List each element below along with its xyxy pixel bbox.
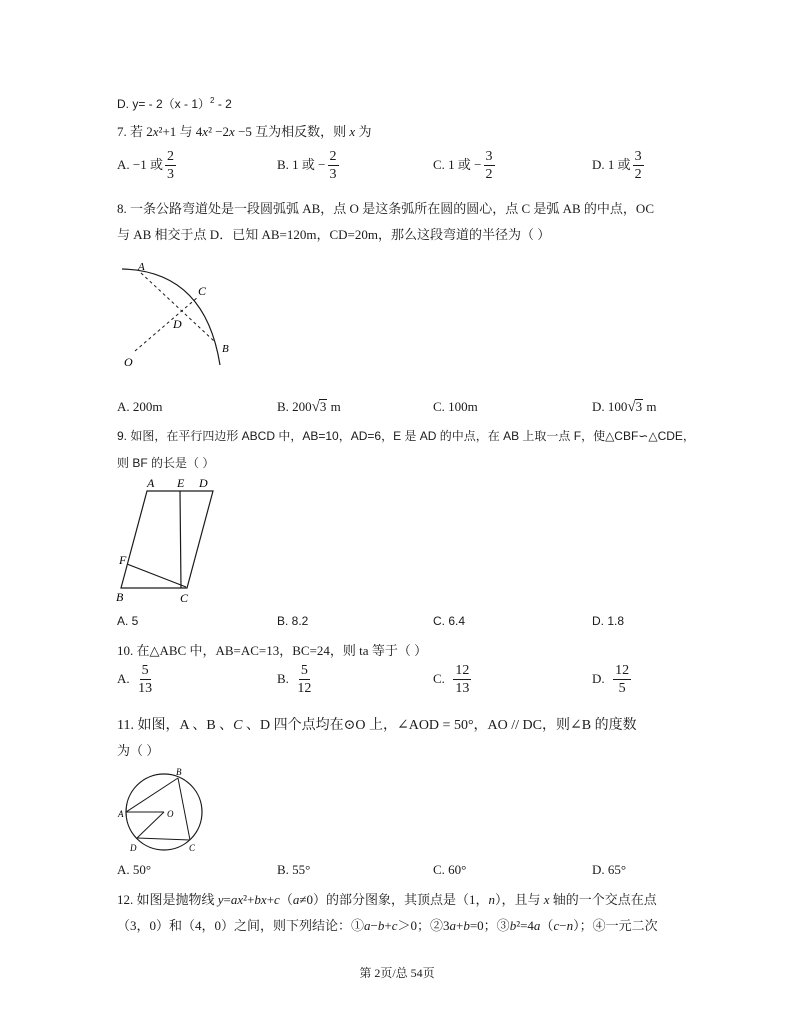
q12-stem-line2: （3，0）和（4，0）之间，则下列结论：①a−b+c＞0；②3a+b=0；③b²=4a（c−n）；④一元二次 xyxy=(117,918,658,933)
q8-label-d: D xyxy=(173,317,182,331)
q8-option-a: A. 200m xyxy=(117,399,163,414)
q7-option-a: A. −1 或 $\frac{2}{3}$ xyxy=(117,149,174,182)
q9-option-d: D. 1.8 xyxy=(592,614,625,628)
q11-label-c: C xyxy=(189,843,196,853)
q7-stem: 7. 若 2x²+1 与 4x² −2x −5 互为相反数，则 x 为 xyxy=(117,124,372,139)
q11-stem-line2: 为（ ） xyxy=(117,743,160,758)
q9-label-e: E xyxy=(177,476,185,490)
q7-option-d: D. 1 或 $\frac{3}{2}$ xyxy=(592,149,642,182)
q8-label-o: O xyxy=(124,355,133,369)
q9-label-f: F xyxy=(119,553,127,567)
q9-label-d: D xyxy=(199,476,208,490)
q9-stem-line2: 则 BF 的长是（ ） xyxy=(117,456,215,470)
q11-figure xyxy=(110,764,225,859)
q7-option-c: C. 1 或 − $\frac{3}{2}$ xyxy=(433,149,493,182)
q11-label-o: O xyxy=(167,809,174,819)
q9-parallelogram xyxy=(121,491,213,588)
q9-segment-ec xyxy=(180,491,181,588)
q9-stem-line1: 9. 如图，在平行四边形 ABCD 中，AB=10，AD=6，E 是 AD 的中点，在 AB 上取一点 F，使△CBF∽△CDE， xyxy=(117,429,695,443)
q11-segment-bc xyxy=(178,778,190,840)
q9-option-a: A. 5 xyxy=(117,614,139,628)
q8-stem-line2: 与 AB 相交于点 D．已知 AB=120m，CD=20m，那么这段弯道的半径为（ ） xyxy=(117,227,551,242)
q11-option-c: C. 60° xyxy=(433,862,467,877)
q8-option-b: B. 200√3 m xyxy=(277,399,341,415)
q8-label-b: B xyxy=(222,343,229,355)
q10-option-b: B. $\frac{5}{12}$ xyxy=(277,663,312,696)
q8-line-oc xyxy=(135,297,198,351)
q10-option-d: D. $\frac{12}{5}$ xyxy=(592,663,630,696)
q9-label-c: C xyxy=(180,591,189,605)
q11-label-d: D xyxy=(130,843,137,853)
q10-option-a: A. $\frac{5}{13}$ xyxy=(117,663,153,696)
q11-label-b: B xyxy=(176,767,182,777)
q8-label-c: C xyxy=(198,284,207,298)
q11-option-d: D. 65° xyxy=(592,862,627,877)
q11-option-a: A. 50° xyxy=(117,862,152,877)
q11-segment-ab xyxy=(126,778,178,812)
q11-option-b: B. 55° xyxy=(277,862,311,877)
q8-option-d: D. 100√3 m xyxy=(592,399,657,415)
q9-label-a: A xyxy=(147,476,155,490)
q8-stem-line1: 8. 一条公路弯道处是一段圆弧弧 AB，点 O 是这条弧所在圆的圆心，点 C 是弧 AB 的中点，OC xyxy=(117,201,654,216)
q9-option-b: B. 8.2 xyxy=(277,614,309,628)
q8-label-a: A xyxy=(138,261,145,273)
q6-option-d: D. y= - 2（x - 1）$^2$ - 2 xyxy=(117,96,232,111)
q12-stem-line1: 12. 如图是抛物线 y=ax²+bx+c（a≠0）的部分图象，其顶点是（1，n），且与 x 轴的一个交点在点 xyxy=(117,892,657,907)
q7-option-b: B. 1 或 − $\frac{2}{3}$ xyxy=(277,149,337,182)
q8-option-c: C. 100m xyxy=(433,399,478,414)
q9-figure xyxy=(110,474,225,608)
q11-segment-dc xyxy=(137,838,190,840)
q10-stem: 10. 在△ABC 中，AB=AC=13，BC=24，则 ta 等于（ ） xyxy=(117,643,428,658)
q11-label-a: A xyxy=(118,809,124,819)
page-footer: 第 2页/总 54页 xyxy=(359,966,435,980)
q11-stem-line1: 11. 如图，A 、B 、C 、D 四个点均在⊙O 上，∠AOD = 50°，AO // DC，则∠B 的度数 xyxy=(117,718,637,733)
q9-segment-fc xyxy=(127,564,186,587)
q9-option-c: C. 6.4 xyxy=(433,614,466,628)
q11-segment-od xyxy=(137,812,164,838)
q9-label-b: B xyxy=(116,590,124,604)
q8-figure xyxy=(110,255,250,375)
q10-option-c: C. $\frac{12}{13}$ xyxy=(433,663,470,696)
